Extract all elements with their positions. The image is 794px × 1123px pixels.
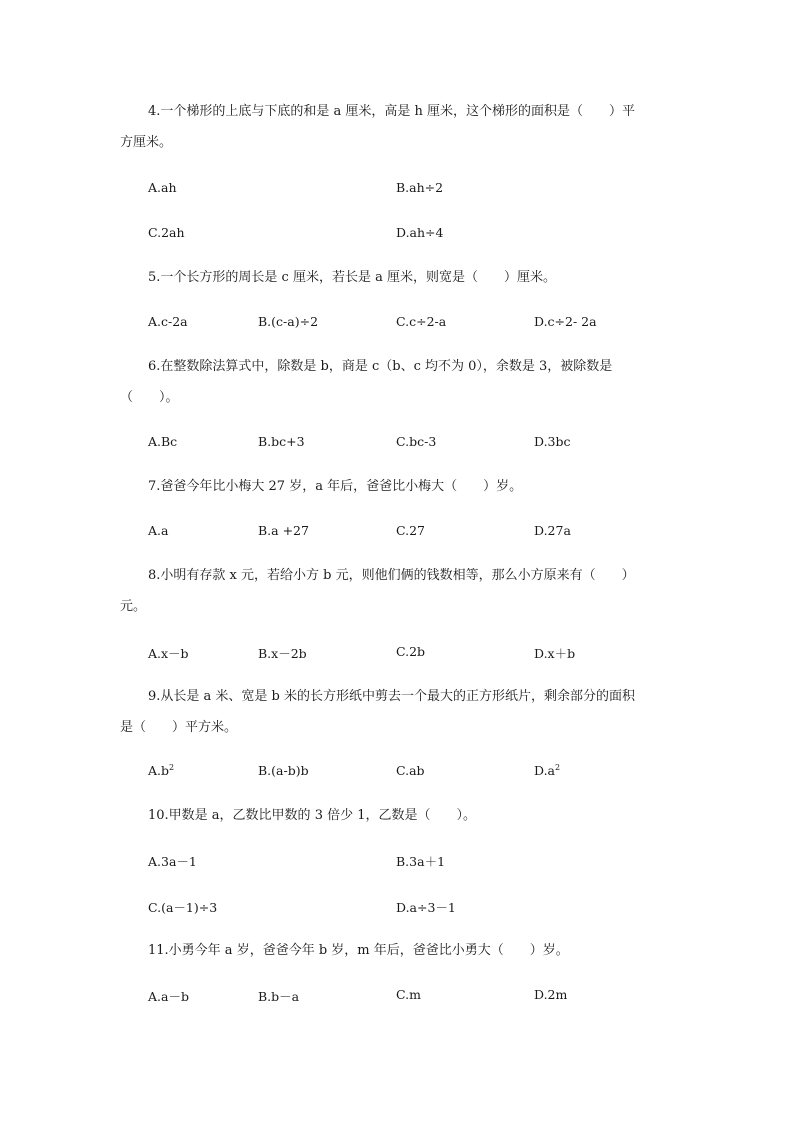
question-stem: 4.一个梯形的上底与下底的和是 a 厘米，高是 h 厘米，这个梯形的面积是（ ）平 [148,104,636,119]
option-a[interactable]: A.x－b [148,646,189,661]
question-stem-continued: （ ）。 [120,390,179,405]
option-a[interactable] [148,763,174,778]
option-c[interactable]: C.(a－1)÷3 [148,900,218,915]
option-c[interactable]: C.2b [396,644,426,659]
option-c[interactable]: C.c÷2-a [396,314,447,329]
question-8 [120,560,680,622]
options-row [148,987,708,1007]
option-c[interactable]: C.bc-3 [396,434,437,449]
option-d[interactable]: D.a÷3－1 [396,900,456,915]
option-d[interactable]: D.2m [534,987,568,1002]
option-b[interactable]: B.a +27 [258,523,309,538]
options-row [148,523,708,543]
option-b[interactable]: B.(c-a)÷2 [258,314,319,329]
option-b[interactable]: B.x－2b [258,646,307,661]
question-7 [120,471,680,502]
option-b[interactable]: B.(a-b)b [258,763,309,778]
option-d[interactable]: D.27a [534,523,571,538]
option-a[interactable]: A.ah [148,180,177,195]
question-stem-continued: 元。 [120,599,147,614]
options-row [148,225,708,245]
options-row [148,434,708,454]
option-d[interactable]: D.x＋b [534,646,576,661]
option-c[interactable]: C.27 [396,523,425,538]
question-stem-continued: 方厘米。 [120,135,173,150]
question-stem: 5.一个长方形的周长是 c 厘米，若长是 a 厘米，则宽是（ ）厘米。 [148,270,556,285]
question-9 [120,681,680,743]
option-b[interactable]: B.ah÷2 [396,180,444,195]
option-a[interactable]: A.Bc [148,434,178,449]
option-a[interactable]: A.a [148,523,169,538]
option-d[interactable] [534,763,560,778]
question-stem-continued: 是（ ）平方米。 [120,720,238,735]
question-11 [120,935,680,966]
superscript: 2 [169,763,175,772]
question-5 [120,262,680,293]
option-c[interactable]: C.m [396,987,421,1002]
question-stem: 10.甲数是 a，乙数比甲数的 3 倍少 1，乙数是（ ）。 [148,808,476,823]
question-4 [120,96,680,158]
question-stem: 11.小勇今年 a 岁，爸爸今年 b 岁，m 年后，爸爸比小勇大（ ）岁。 [148,943,569,958]
option-c[interactable]: C.2ah [148,225,185,240]
option-b[interactable]: B.b－a [258,989,300,1004]
option-a[interactable]: A.3a－1 [148,854,197,869]
question-stem: 6.在整数除法算式中，除数是 b，商是 c（b、c 均不为 0），余数是 3，被除数是 [148,359,613,374]
options-row [148,898,708,918]
option-d[interactable]: D.ah÷4 [396,225,444,240]
option-a[interactable]: A.c-2a [148,314,188,329]
question-stem: 8.小明有存款 x 元，若给小方 b 元，则他们俩的钱数相等，那么小方原来有（ ） [148,568,635,583]
option-b[interactable]: B.bc+3 [258,434,305,449]
question-6 [120,351,680,413]
option-a-text: A.b [148,763,170,778]
options-row [148,763,708,783]
option-d[interactable]: D.c÷2- 2a [534,314,597,329]
superscript: 2 [555,763,561,772]
options-row [148,314,708,334]
option-b[interactable]: B.3a＋1 [396,854,446,869]
options-row [148,180,708,200]
option-d-text: D.a [534,763,556,778]
option-c[interactable]: C.ab [396,763,425,778]
option-a[interactable]: A.a－b [148,989,189,1004]
question-stem: 7.爸爸今年比小梅大 27 岁，a 年后，爸爸比小梅大（ ）岁。 [148,479,523,494]
option-d[interactable]: D.3bc [534,434,571,449]
options-row [148,644,708,664]
question-stem: 9.从长是 a 米、宽是 b 米的长方形纸中剪去一个最大的正方形纸片，剩余部分的面积 [148,689,636,704]
options-row [148,852,708,872]
question-10 [120,800,680,831]
